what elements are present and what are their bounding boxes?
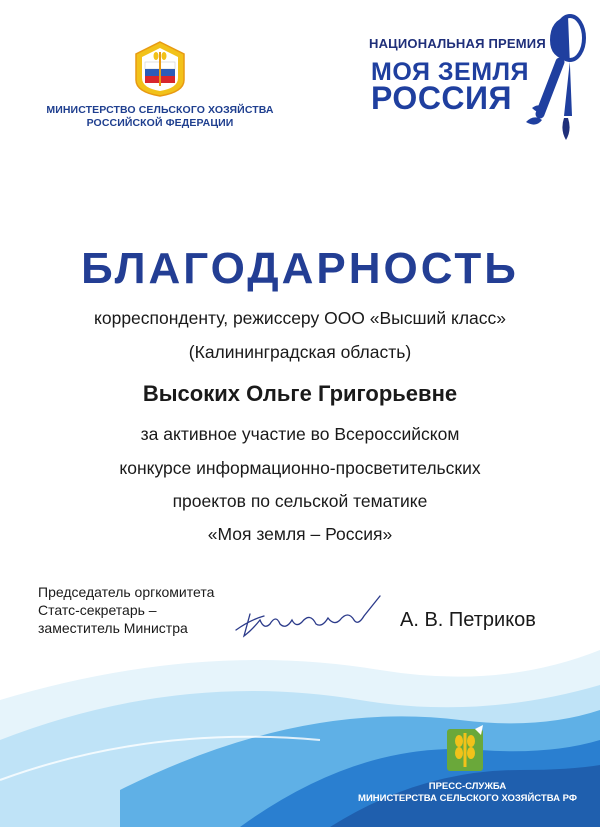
press-service-line2: МИНИСТЕРСТВА СЕЛЬСКОГО ХОЗЯЙСТВА РФ (358, 793, 577, 804)
reason-line: проектов по сельской тематике (172, 491, 428, 511)
position-line: Председатель оргкомитета (38, 584, 215, 600)
letter-ya-pen-icon (520, 6, 590, 146)
certificate-title: БЛАГОДАРНОСТЬ (81, 244, 519, 293)
recipient-region: (Калининградская область) (188, 342, 412, 362)
ministry-name-line2: РОССИЙСКОЙ ФЕДЕРАЦИИ (86, 117, 234, 129)
reason-line: конкурсе информационно-просветительских (119, 458, 481, 478)
wheat-emblem-icon (132, 40, 188, 98)
press-service-line1: ПРЕСС-СЛУЖБА (428, 781, 507, 792)
ministry-name-line1: МИНИСТЕРСТВО СЕЛЬСКОГО ХОЗЯЙСТВА (46, 104, 274, 116)
position-line: Статс-секретарь – (38, 602, 157, 618)
contest-name: «Моя земля – Россия» (207, 524, 393, 544)
position-line: заместитель Министра (38, 620, 188, 636)
recipient-name: Высоких Ольге Григорьевне (142, 381, 458, 406)
prize-name: НАЦИОНАЛЬНАЯ ПРЕМИЯ (369, 36, 546, 51)
press-emblem-icon (445, 725, 485, 775)
prize-logo (355, 6, 590, 146)
signatory-position (38, 583, 258, 637)
ministry-logo (40, 40, 280, 130)
recipient-role: корреспонденту, режиссеру ООО «Высший класс» (94, 308, 506, 328)
press-service-logo (340, 725, 595, 820)
prize-word-1: МОЯ ЗЕМЛЯ (371, 58, 530, 86)
press-service-text (340, 781, 595, 805)
reason-line: за активное участие во Всероссийском (140, 424, 460, 444)
signer-name: А. В. Петриков (400, 609, 536, 631)
prize-word-2: РОССИЯ (371, 80, 513, 116)
